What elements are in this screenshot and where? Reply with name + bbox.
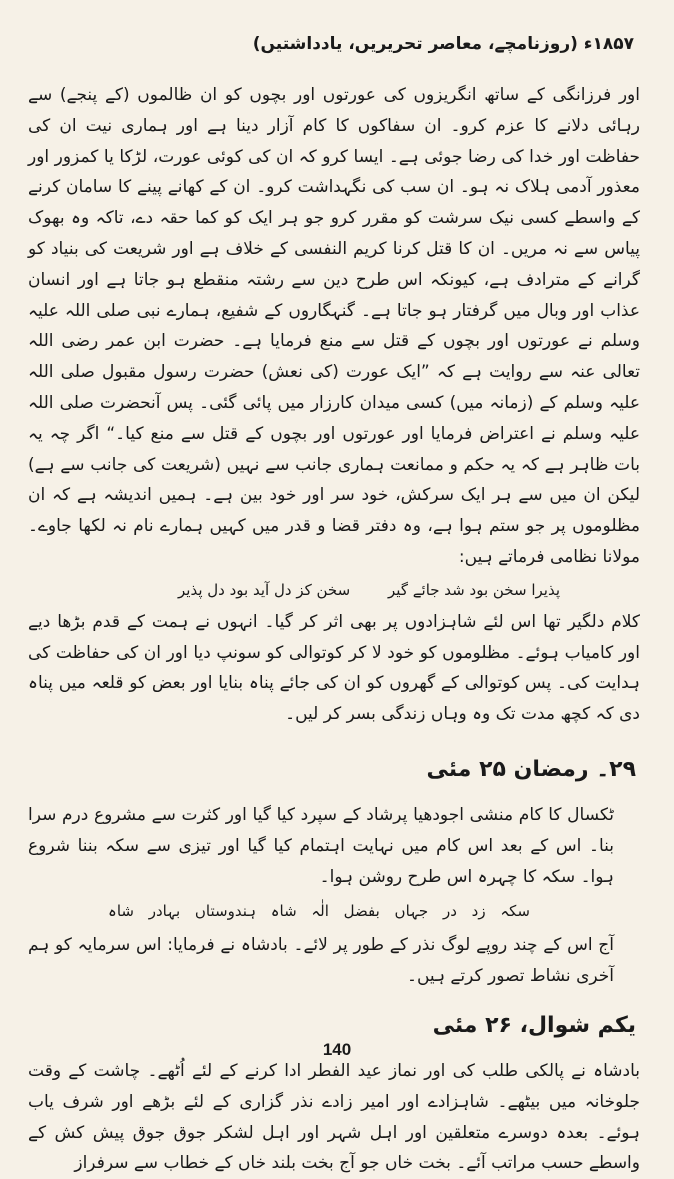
coin-word: بفضل الٰہ xyxy=(311,902,380,921)
paragraph-1: اور فرزانگی کے ساتھ انگریزوں کی عورتوں اور بچوں کو ان ظالموں (کے پنجے) سے رہائی دلانے کا عزم کرو۔ ان سفاکوں کا کام آزار دینا ہے اور ہماری نیت ان کی حفاظت اور خدا کی رضا جوئی ہے۔ ایسا کرو کہ ان کی کوئی عورت، لڑکا یا کمزور اور معذور آدمی ہلاک نہ ہو۔ ان سب کی نگہداشت کرو۔ ان کے کھانے پینے کا سامان کرنے کے واسطے کسی نیک سرشت کو مقرر کرو جو ہر ایک کو کما حقہ دے، تاکہ وہ بھوک پیاس سے نہ مریں۔ ان کا قتل کرنا کریم النفسی کے خلاف ہے اور شریعت کی بنیاد کو گرانے کے مترادف ہے، کیونکہ اس طرح دین سے رشتہ منقطع ہو جاتا ہے اور انسان عذاب اور وبال میں گرفتار ہو جاتا ہے۔ گنہگاروں کے شفیع، ہمارے نبی صلی اللہ علیہ وسلم نے عورتوں اور بچوں کے قتل سے منع فرمایا ہے۔ حضرت ابن عمر رضی اللہ تعالی عنہ سے روایت ہے کہ ”ایک عورت (کی نعش) حضرت رسول مقبول صلی اللہ علیہ وسلم کے (زمانہ میں) کسی میدان کارزار میں پائی گئی۔ پس آنحضرت صلی اللہ علیہ وسلم نے اعتراض فرمایا اور عورتوں اور بچوں کے قتل سے منع کیا۔“ اگر چہ یہ بات ظاہر ہے کہ یہ حکم و ممانعت ہماری جانب سے نہیں (شریعت کی جانب سے ہے) لیکن ان میں سے ہر ایک سرکش، خود سر اور خود بین ہے۔ ہمیں اندیشہ ہے کہ ان مظلوموں پر جو ستم ہوا ہے، وہ دفتر قضا و قدر میں کہیں ہمارے نام نہ لکھا جاوے۔ مولانا نظامی فرماتے ہیں: xyxy=(28,85,640,567)
verse-hemistich-2: سخن کز دل آید بود دل پذیر xyxy=(178,580,351,599)
paragraph-3: ٹکسال کا کام منشی اجودھیا پرشاد کے سپرد کیا گیا اور کثرت سے مشروع درم سرا بنا۔ اس کے بعد اس کام میں نہایت اہتمام کیا گیا اور تیزی سے سکہ بننا شروع ہوا۔ سکہ کا چہرہ اس طرح روشن ہوا۔ xyxy=(28,804,614,887)
section-heading-1-shawwal: یکم شوال، ۲۶ مئی xyxy=(432,1012,636,1038)
running-head: ۱۸۵۷ء (روزنامچے، معاصر تحریریں، یادداشتیں) xyxy=(252,34,634,54)
coin-word: بہادر xyxy=(148,902,181,921)
coin-word: شاہ xyxy=(270,902,297,921)
section-heading-29-ramadan: ۲۹۔ رمضان ۲۵ مئی xyxy=(426,756,636,782)
persian-verse xyxy=(28,575,640,605)
verse-hemistich-1: پذیرا سخن بود شد جائے گیر xyxy=(388,580,560,599)
coin-word: ہندوستاں xyxy=(194,902,257,921)
coin-inscription xyxy=(28,896,640,926)
paragraph-4: آج اس کے چند روپے لوگ نذر کے طور پر لائے۔ بادشاہ نے فرمایا: اس سرمایہ کو ہم آخری نشاط تصور کرتے ہیں۔ xyxy=(28,935,614,987)
coin-word: شاہ xyxy=(108,902,134,921)
page-number: 140 xyxy=(322,1040,352,1059)
paragraph-5: بادشاہ نے پالکی طلب کی اور نماز عید الفطر ادا کرنے کے لئے اُٹھے۔ چاشت کے وقت جلوخانہ میں بیٹھے۔ شاہزادے اور امیر زادے نذر گزاری کے لئے بڑھے اور شرف یاب ہوئے۔ بعدہ دوسرے متعلقین اور اہل شہر اور اہل لشکر جوق جوق پیش کش کے واسطے حسب مراتب آئے۔ بخت خاں جو آج بخت بلند خاں کے خطاب سے سرفراز xyxy=(28,1060,640,1174)
coin-word: سکہ زد در جہاں xyxy=(394,902,530,921)
paragraph-2: کلام دلگیر تھا اس لئے شاہزادوں پر بھی اثر کر گیا۔ انہوں نے ہمت کے قدم بڑھا دیے اور کامیاب ہوئے۔ مظلوموں کو خود لا کر کوتوالی کو سونپ دیا اور ان کی حفاظت کی ہدایت کی۔ پس کوتوالی کے گھروں کو ان کی جائے پناہ بنایا اور بعض کو قلعہ میں پناہ دی کہ کچھ مدت تک وہ وہاں زندگی بسر کر لیں۔ xyxy=(28,611,640,725)
